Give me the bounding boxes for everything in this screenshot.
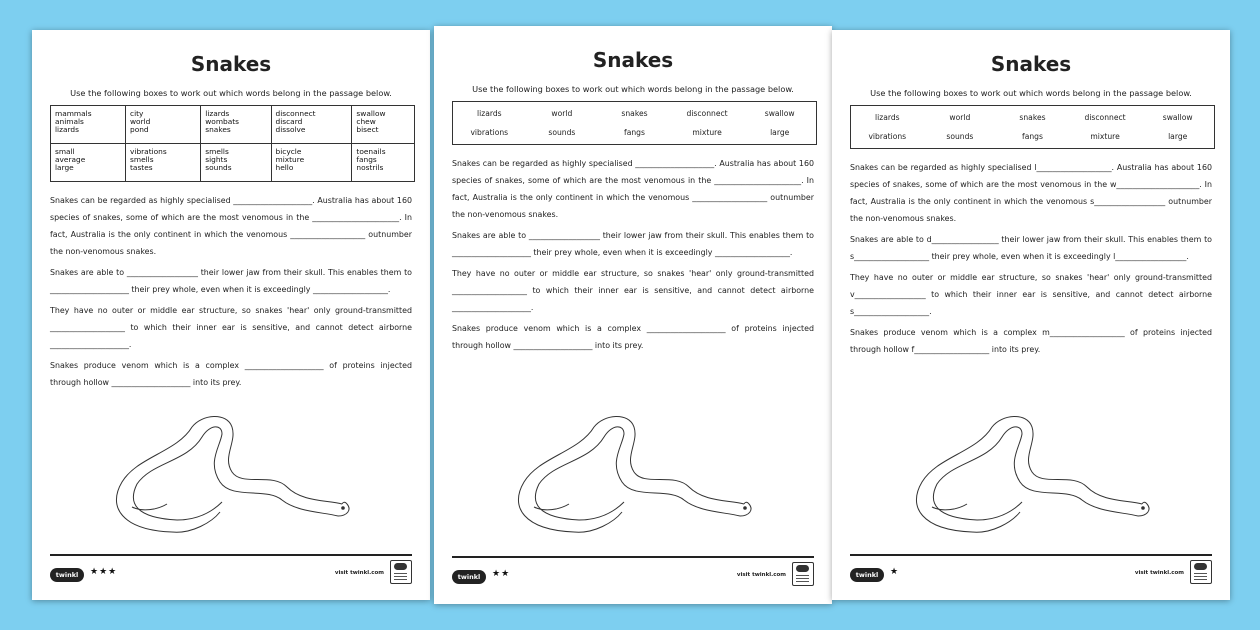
word-box	[50, 105, 415, 182]
passage	[850, 159, 1212, 358]
instruction: Use the following boxes to work out which words belong in the passage below.	[70, 88, 392, 98]
paragraph: They have no outer or middle ear structure, so snakes 'hear' only ground-transmitted ___________________ to which their inner ear is sensitive, and cannot detect airborne ____________________.	[50, 306, 412, 349]
word: vibrations	[470, 128, 509, 137]
difficulty-stars: ★★★	[90, 567, 118, 577]
passage	[50, 192, 412, 391]
page-title: Snakes	[190, 52, 272, 76]
word: world	[949, 113, 971, 122]
word: lizards	[874, 113, 900, 122]
word-group: swallow chew bisect	[352, 106, 415, 144]
snake-illustration	[102, 412, 362, 547]
word-group: small average large	[51, 144, 126, 182]
word-group: mammals animals lizards	[51, 106, 126, 144]
word: swallow	[1162, 113, 1193, 122]
instruction: Use the following boxes to work out which words belong in the passage below.	[870, 88, 1192, 98]
quality-badge-icon	[390, 560, 412, 584]
twinkl-logo: twinkl	[850, 568, 884, 582]
word-group: smells sights sounds	[201, 144, 271, 182]
word: mixture	[692, 128, 722, 137]
passage	[452, 155, 814, 354]
paragraph: Snakes can be regarded as highly specialised l___________________. Australia has about 160 species of snakes, some of which are the most venomous in the w_____________________. In fact, Australia is the only continent in which the venomous s__________________ outnumber the non-venomous snakes.	[850, 163, 1212, 223]
word: large	[770, 128, 790, 137]
worksheet-1-star	[832, 30, 1230, 600]
word: sounds	[946, 132, 974, 141]
word: vibrations	[868, 132, 907, 141]
word-group: vibrations smells tastes	[126, 144, 201, 182]
paragraph: They have no outer or middle ear structure, so snakes 'hear' only ground-transmitted v__________________ to which their inner ear is sensitive, and cannot detect airborne s___________________.	[850, 273, 1212, 316]
word: swallow	[764, 109, 795, 118]
word: disconnect	[686, 109, 728, 118]
word: disconnect	[1084, 113, 1126, 122]
word: lizards	[476, 109, 502, 118]
word-box	[850, 105, 1215, 149]
paragraph: They have no outer or middle ear structure, so snakes 'hear' only ground-transmitted ___________________ to which their inner ear is sensitive, and cannot detect airborne ____________________.	[452, 269, 814, 312]
word: snakes	[621, 109, 648, 118]
paragraph: Snakes produce venom which is a complex m___________________ of proteins injected through hollow f___________________ into its prey.	[850, 328, 1212, 354]
word: fangs	[1022, 132, 1043, 141]
quality-badge-icon	[792, 562, 814, 586]
word: sounds	[548, 128, 576, 137]
difficulty-stars: ★★	[492, 569, 511, 579]
word-group: lizards wombats snakes	[201, 106, 271, 144]
page-title: Snakes	[592, 48, 674, 72]
paragraph: Snakes can be regarded as highly specialised ____________________. Australia has about 160 species of snakes, some of which are the most venomous in the ______________________. In fact, Australia is the only continent in which the venomous ___________________ outnumber the non-venomous snakes.	[452, 159, 814, 219]
word: fangs	[624, 128, 645, 137]
quality-badge-icon	[1190, 560, 1212, 584]
worksheet-2-star	[434, 26, 832, 604]
paragraph: Snakes are able to __________________ their lower jaw from their skull. This enables them to ____________________ their prey whole, even when it is exceedingly ___________________.	[50, 268, 412, 294]
twinkl-logo: twinkl	[452, 570, 486, 584]
paragraph: Snakes produce venom which is a complex ____________________ of proteins injected through hollow ____________________ into its prey.	[452, 324, 814, 350]
footer	[850, 554, 1212, 596]
word: snakes	[1019, 113, 1046, 122]
snake-illustration	[504, 412, 764, 547]
paragraph: Snakes produce venom which is a complex ____________________ of proteins injected through hollow ____________________ into its prey.	[50, 361, 412, 387]
word: world	[551, 109, 573, 118]
word-group: bicycle mixture hello	[271, 144, 352, 182]
word-group: city world pond	[126, 106, 201, 144]
word-group: toenails fangs nostrils	[352, 144, 415, 182]
word-box	[452, 101, 817, 145]
footer	[452, 556, 814, 598]
paragraph: Snakes are able to __________________ their lower jaw from their skull. This enables them to ____________________ their prey whole, even when it is exceedingly ___________________.	[452, 231, 814, 257]
snake-illustration	[902, 412, 1162, 547]
word-group: disconnect discard dissolve	[271, 106, 352, 144]
difficulty-stars: ★	[890, 567, 900, 577]
visit-link: visit twinkl.com	[1134, 570, 1184, 576]
paragraph: Snakes can be regarded as highly specialised ____________________. Australia has about 160 species of snakes, some of which are the most venomous in the ______________________. In fact, Australia is the only continent in which the venomous ___________________ outnumber the non-venomous snakes.	[50, 196, 412, 256]
instruction: Use the following boxes to work out which words belong in the passage below.	[472, 84, 794, 94]
page-title: Snakes	[990, 52, 1072, 76]
paragraph: Snakes are able to d_________________ their lower jaw from their skull. This enables them to s___________________ their prey whole, even when it is exceedingly l__________________.	[850, 235, 1212, 261]
worksheet-3-star	[32, 30, 430, 600]
word: mixture	[1090, 132, 1120, 141]
visit-link: visit twinkl.com	[736, 572, 786, 578]
visit-link: visit twinkl.com	[334, 570, 384, 576]
word: large	[1168, 132, 1188, 141]
twinkl-logo: twinkl	[50, 568, 84, 582]
footer	[50, 554, 412, 596]
